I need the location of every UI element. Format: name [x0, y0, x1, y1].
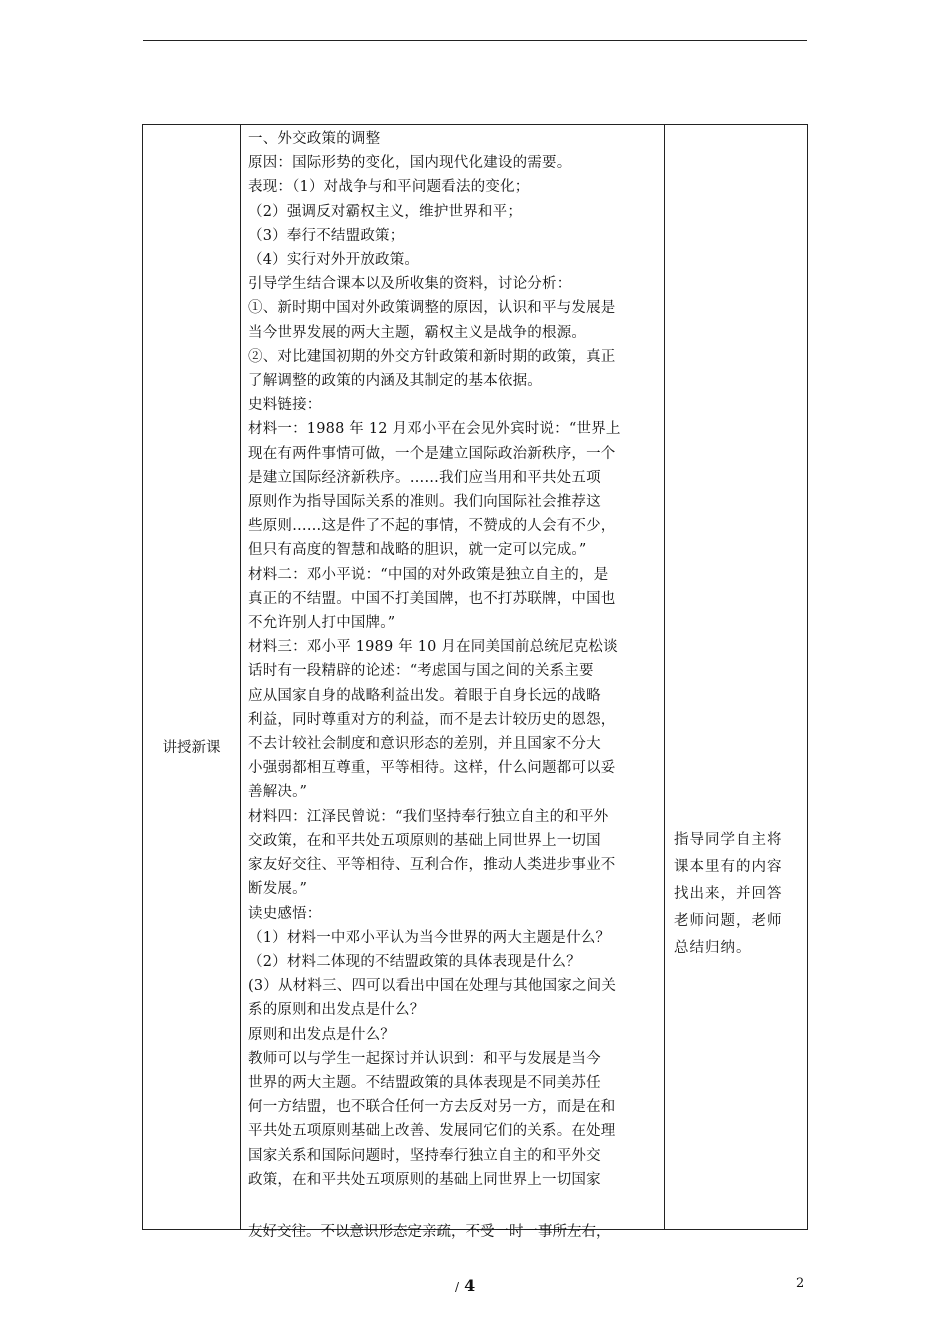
content-line: 些原则……这是件了不起的事情，不赞成的人会有不少，: [248, 518, 616, 535]
lesson-table: [142, 124, 808, 1240]
content-line: 小强弱都相互尊重，平等相待。这样，什么问题都可以妥: [248, 760, 616, 777]
note-line: 总结归纳。: [674, 940, 752, 956]
content-line: 了解调整的政策的内涵及其制定的基本依据。: [248, 373, 542, 390]
note-line: 找出来，并回答: [674, 886, 783, 902]
content-line: 友好交往。不以意识形态定亲疏，不受一时一事所左右，: [248, 1224, 611, 1240]
page-separator: /: [455, 1280, 460, 1294]
content-line: 世界的两大主题。不结盟政策的具体表现是不同美苏任: [248, 1074, 601, 1091]
content-line: 当今世界发展的两大主题，霸权主义是战争的根源。: [248, 324, 587, 341]
content-line: 交政策，在和平共处五项原则的基础上同世界上一切国: [248, 832, 601, 849]
page-number: 2: [796, 1276, 805, 1291]
content-line: （4）实行对外开放政策。: [248, 252, 420, 269]
content-line: 原则作为指导国际关系的准则。我们向国际社会推荐这: [248, 494, 601, 511]
column-divider: [240, 125, 241, 1229]
note-line: 课本里有的内容: [674, 859, 783, 875]
content-line: （2）材料二体现的不结盟政策的具体表现是什么？: [248, 953, 581, 970]
content-line: ②、对比建国初期的外交方针政策和新时期的政策，真正: [248, 348, 616, 365]
content-line: 平共处五项原则基础上改善、发展同它们的关系。在处理: [248, 1123, 616, 1140]
content-line: ①、新时期中国对外政策调整的原因，认识和平与发展是: [248, 300, 616, 317]
content-line: 系的原则和出发点是什么？: [248, 1002, 425, 1019]
content-line: 真正的不结盟。中国不打美国牌，也不打苏联牌，中国也: [248, 590, 616, 607]
content-line: 史料链接：: [248, 397, 322, 414]
content-line: 现在有两件事情可做，一个是建立国际政治新秩序，一个: [248, 445, 616, 462]
content-line: 但只有高度的智慧和战略的胆识，就一定可以完成。”: [248, 542, 587, 559]
content-line: 政策，在和平共处五项原则的基础上同世界上一切国家: [248, 1171, 601, 1188]
section-label: 讲授新课: [162, 740, 221, 756]
content-line: 不去计较社会制度和意识形态的差别，并且国家不分大: [248, 736, 601, 753]
content-line: 读史感悟：: [248, 905, 322, 922]
content-line: 材料一：1988 年 12 月邓小平在会见外宾时说：“世界上: [248, 421, 621, 438]
note-line: 老师问题，老师: [674, 913, 783, 929]
content-line: 国家关系和国际问题时，坚持奉行独立自主的和平外交: [248, 1147, 601, 1164]
content-line: 材料四：江泽民曾说：“我们坚持奉行独立自主的和平外: [248, 808, 609, 825]
content-line: （2）强调反对霸权主义，维护世界和平；: [248, 203, 523, 220]
content-line: 原则和出发点是什么？: [248, 1026, 395, 1043]
content-line: 原因：国际形势的变化，国内现代化建设的需要。: [248, 155, 572, 172]
header-rule: [143, 40, 807, 41]
content-line: 断发展。”: [248, 881, 308, 898]
page-count: [455, 1276, 475, 1295]
teaching-note: [674, 827, 804, 962]
content-line: 家友好交往、平等相待、互利合作，推动人类进步事业不: [248, 857, 616, 874]
content-line: 一、外交政策的调整: [248, 131, 381, 147]
content-column: [248, 127, 662, 1240]
content-line: 教师可以与学生一起探讨并认识到：和平与发展是当今: [248, 1050, 601, 1067]
column-divider: [664, 125, 665, 1229]
content-line: 表现：（1）对战争与和平问题看法的变化；: [248, 179, 530, 196]
total-pages: 4: [464, 1276, 476, 1295]
content-line: 善解决。”: [248, 784, 308, 801]
content-line: (3）从材料三、四可以看出中国在处理与其他国家之间关: [248, 978, 617, 995]
content-line: 何一方结盟，也不联合任何一方去反对另一方，而是在和: [248, 1099, 616, 1116]
content-line: 应从国家自身的战略利益出发。着眼于自身长远的战略: [248, 687, 601, 704]
content-line: 材料二：邓小平说：“中国的对外政策是独立自主的，是: [248, 566, 609, 583]
content-line: 不允许别人打中国牌。”: [248, 615, 396, 632]
content-line: 话时有一段精辟的论述：“考虑国与国之间的关系主要: [248, 663, 594, 680]
content-line: （1）材料一中邓小平认为当今世界的两大主题是什么？: [248, 929, 611, 946]
content-line: 利益，同时尊重对方的利益，而不是去计较历史的恩怨，: [248, 711, 616, 728]
content-line: 材料三：邓小平 1989 年 10 月在同美国前总统尼克松谈: [248, 639, 618, 656]
content-line: 引导学生结合课本以及所收集的资料，讨论分析：: [248, 276, 572, 293]
content-line: 是建立国际经济新秩序。……我们应当用和平共处五项: [248, 469, 601, 486]
note-line: 指导同学自主将: [674, 832, 783, 848]
content-line: （3）奉行不结盟政策；: [248, 227, 405, 244]
